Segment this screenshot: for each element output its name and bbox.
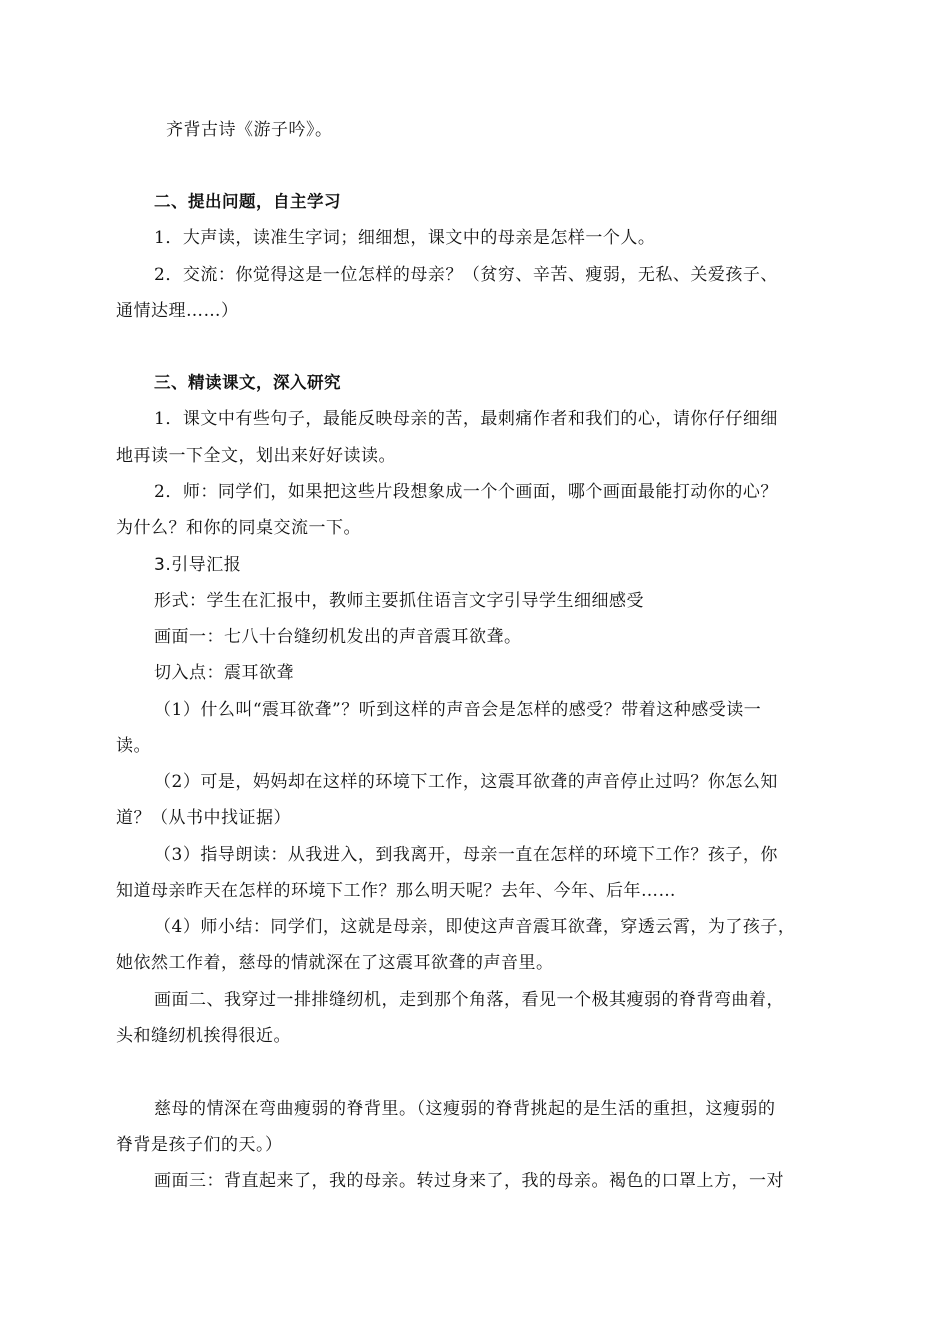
paragraph-line: （1）什么叫“震耳欲聋”？听到这样的声音会是怎样的感受？带着这种感受读一 (154, 700, 762, 720)
paragraph-line: 通情达理……） (116, 301, 239, 321)
paragraph-line: 为什么？和你的同桌交流一下。 (116, 518, 361, 538)
paragraph-line: （4）师小结：同学们，这就是母亲，即使这声音震耳欲聋，穿透云霄，为了孩子， (154, 917, 796, 937)
paragraph-line: 切入点：震耳欲聋 (154, 663, 294, 683)
paragraph-line: 2．交流：你觉得这是一位怎样的母亲？（贫穷、辛苦、瘦弱，无私、关爱孩子、 (154, 265, 778, 285)
section-heading-3: 三、精读课文，深入研究 (154, 373, 341, 392)
paragraph-line: 她依然工作着，慈母的情就深在了这震耳欲聋的声音里。 (116, 953, 554, 973)
recite-poem-line: 齐背古诗《游子吟》。 (166, 120, 333, 140)
paragraph-line: 画面三：背直起来了，我的母亲。转过身来了，我的母亲。褐色的口罩上方，一对 (154, 1171, 784, 1191)
paragraph-line: 地再读一下全文，划出来好好读读。 (116, 446, 396, 466)
paragraph-line: （3）指导朗读：从我进入，到我离开，母亲一直在怎样的环境下工作？孩子，你 (154, 845, 778, 865)
paragraph-line: 脊背是孩子们的天。） (116, 1135, 283, 1155)
paragraph-line: 画面一：七八十台缝纫机发出的声音震耳欲聋。 (154, 627, 522, 647)
paragraph-line: 知道母亲昨天在怎样的环境下工作？那么明天呢？去年、今年、后年…… (116, 881, 676, 901)
paragraph-line: （2）可是，妈妈却在这样的环境下工作，这震耳欲聋的声音停止过吗？你怎么知 (154, 772, 778, 792)
paragraph-line: 1．大声读，读准生字词；细细想，课文中的母亲是怎样一个人。 (154, 228, 656, 248)
paragraph-line: 形式：学生在汇报中，教师主要抓住语言文字引导学生细细感受 (154, 591, 644, 611)
paragraph-line: 慈母的情深在弯曲瘦弱的脊背里。（这瘦弱的脊背挑起的是生活的重担，这瘦弱的 (154, 1099, 776, 1119)
paragraph-line: 道？（从书中找证据） (116, 808, 291, 828)
paragraph-line: 头和缝纫机挨得很近。 (116, 1026, 291, 1046)
paragraph-line: 画面二、我穿过一排排缝纫机，走到那个角落，看见一个极其瘦弱的脊背弯曲着， (154, 990, 784, 1010)
paragraph-line: 2．师：同学们，如果把这些片段想象成一个个画面，哪个画面最能打动你的心？ (154, 482, 778, 502)
paragraph-line: 1．课文中有些句子，最能反映母亲的苦，最刺痛作者和我们的心，请你仔仔细细 (154, 409, 778, 429)
paragraph-line: 3.引导汇报 (154, 555, 242, 575)
section-heading-2: 二、提出问题，自主学习 (154, 192, 341, 211)
paragraph-line: 读。 (116, 736, 151, 756)
